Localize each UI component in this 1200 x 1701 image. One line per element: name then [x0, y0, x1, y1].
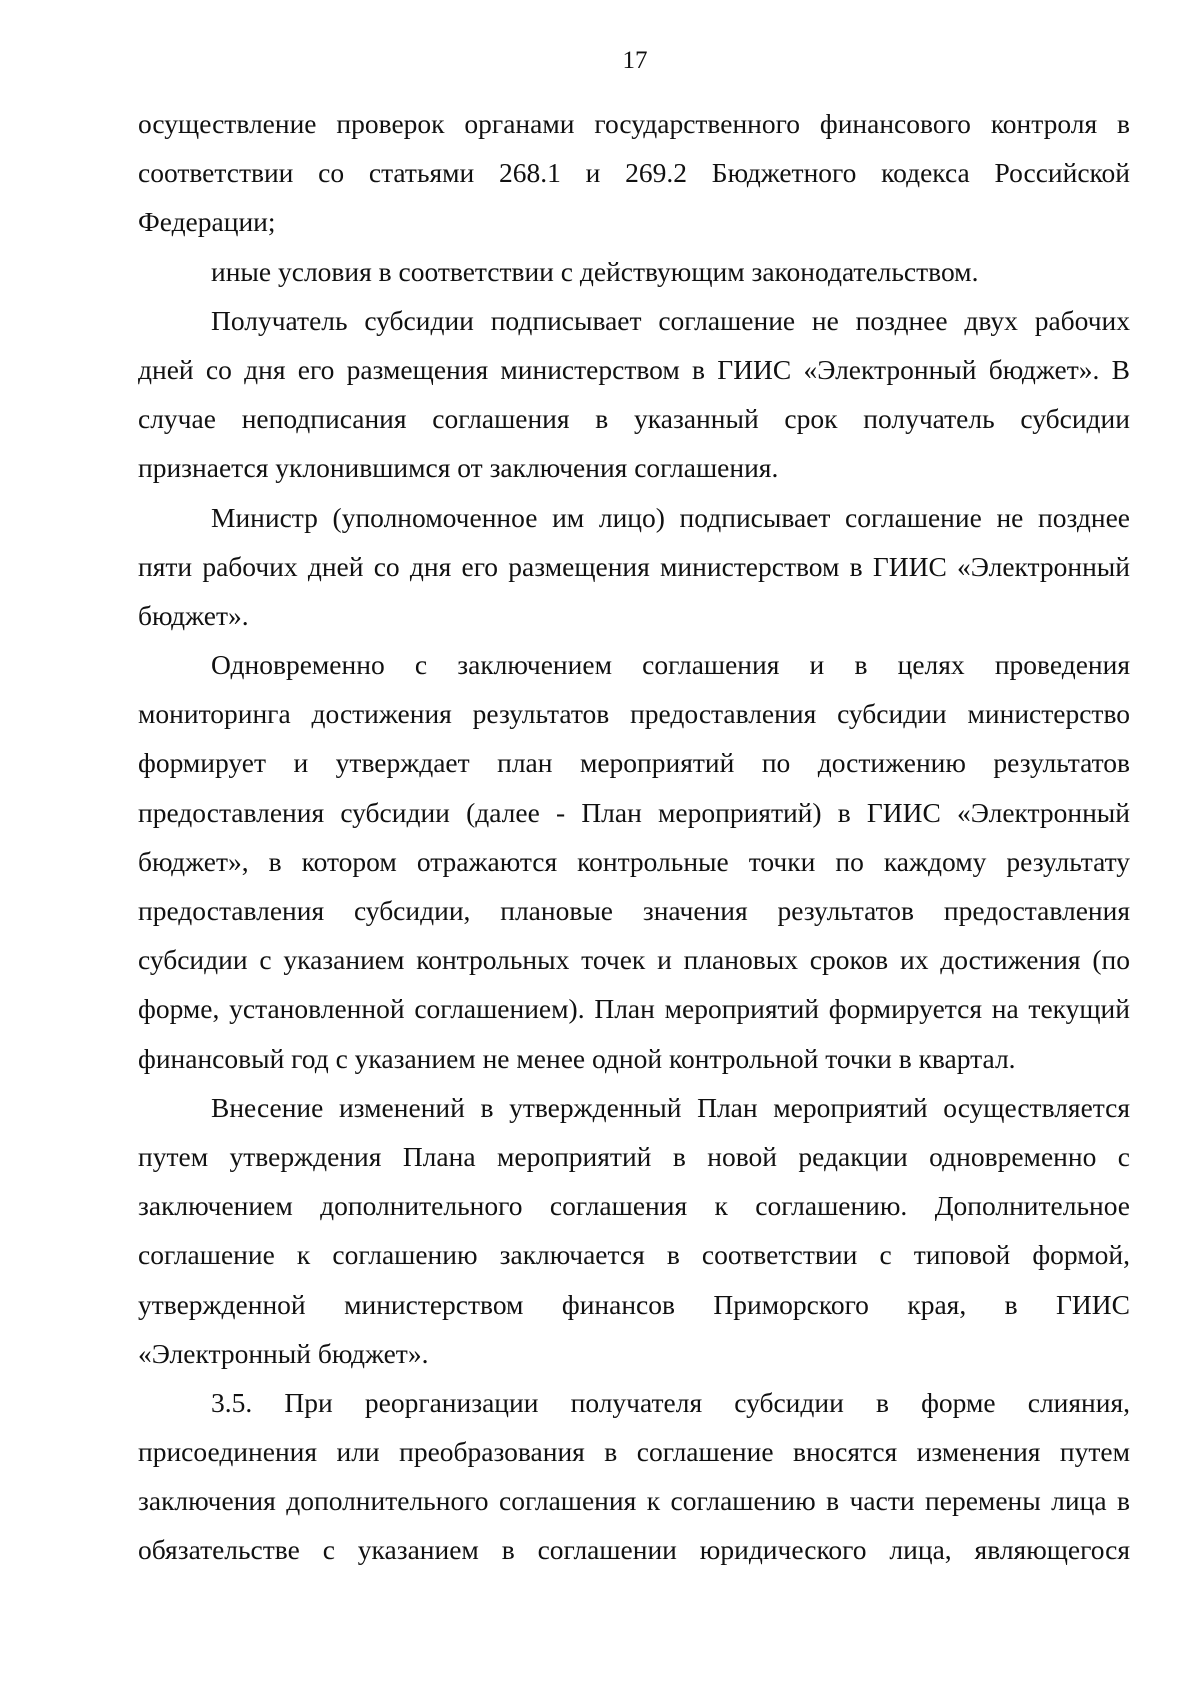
- text-line: осуществление проверок органами государственного финансового контроля в: [138, 108, 1130, 139]
- text-line: Федерации;: [138, 206, 276, 238]
- text-line: утвержденной министерством финансов Приморского края, в ГИИС: [138, 1288, 1130, 1320]
- text-line: соответствии со статьями 268.1 и 269.2 Бюджетного кодекса Российской: [138, 157, 1130, 189]
- text-line: дней со дня его размещения министерством в ГИИС «Электронный бюджет». В: [138, 353, 1130, 385]
- text-line: бюджет», в котором отражаются контрольные точки по каждому результату: [138, 845, 1130, 877]
- text-line: финансовый год с указанием не менее одной контрольной точки в квартал.: [138, 1042, 1016, 1074]
- text-line: форме, установленной соглашением). План мероприятий формируется на текущий: [138, 993, 1130, 1025]
- text-line: заключения дополнительного соглашения к соглашению в части перемены лица в: [138, 1485, 1130, 1517]
- text-line: «Электронный бюджет».: [138, 1337, 429, 1369]
- text-line: Министр (уполномоченное им лицо) подписывает соглашение не позднее: [211, 501, 1130, 533]
- document-body: [138, 99, 1130, 1575]
- paragraph: [138, 640, 1130, 1083]
- text-line: случае неподписания соглашения в указанный срок получатель субсидии: [138, 403, 1130, 435]
- text-line: путем утверждения Плана мероприятий в новой редакции одновременно с: [138, 1140, 1130, 1172]
- page-number: 17: [622, 47, 648, 74]
- text-line: пяти рабочих дней со дня его размещения министерством в ГИИС «Электронный: [138, 550, 1130, 582]
- text-line: иные условия в соответствии с действующим законодательством.: [211, 255, 979, 287]
- text-line: обязательстве с указанием в соглашении юридического лица, являющегося: [138, 1534, 1130, 1566]
- text-line: Получатель субсидии подписывает соглашение не позднее двух рабочих: [211, 304, 1130, 336]
- text-line: заключением дополнительного соглашения к соглашению. Дополнительное: [138, 1190, 1130, 1222]
- text-line: предоставления субсидии, плановые значения результатов предоставления: [138, 895, 1130, 926]
- paragraph: [138, 99, 1130, 247]
- text-line: формирует и утверждает план мероприятий по достижению результатов: [138, 747, 1130, 779]
- paragraph: [138, 1083, 1130, 1378]
- text-line: Внесение изменений в утвержденный План мероприятий осуществляется: [211, 1091, 1130, 1123]
- paragraph: [138, 296, 1130, 493]
- text-line: мониторинга достижения результатов предоставления субсидии министерство: [138, 698, 1130, 730]
- paragraph: [138, 247, 1130, 296]
- text-line: присоединения или преобразования в соглашение вносятся изменения путем: [138, 1436, 1130, 1468]
- text-line: бюджет».: [138, 599, 249, 631]
- paragraph: [138, 1378, 1130, 1575]
- text-line: соглашение к соглашению заключается в соответствии с типовой формой,: [138, 1239, 1130, 1271]
- text-line: Одновременно с заключением соглашения и в целях проведения: [211, 649, 1130, 681]
- paragraph: [138, 493, 1130, 641]
- text-line: субсидии с указанием контрольных точек и плановых сроков их достижения (по: [138, 944, 1130, 976]
- text-line: 3.5. При реорганизации получателя субсидии в форме слияния,: [211, 1386, 1130, 1418]
- text-line: признается уклонившимся от заключения соглашения.: [138, 452, 779, 484]
- text-line: предоставления субсидии (далее - План мероприятий) в ГИИС «Электронный: [138, 796, 1130, 828]
